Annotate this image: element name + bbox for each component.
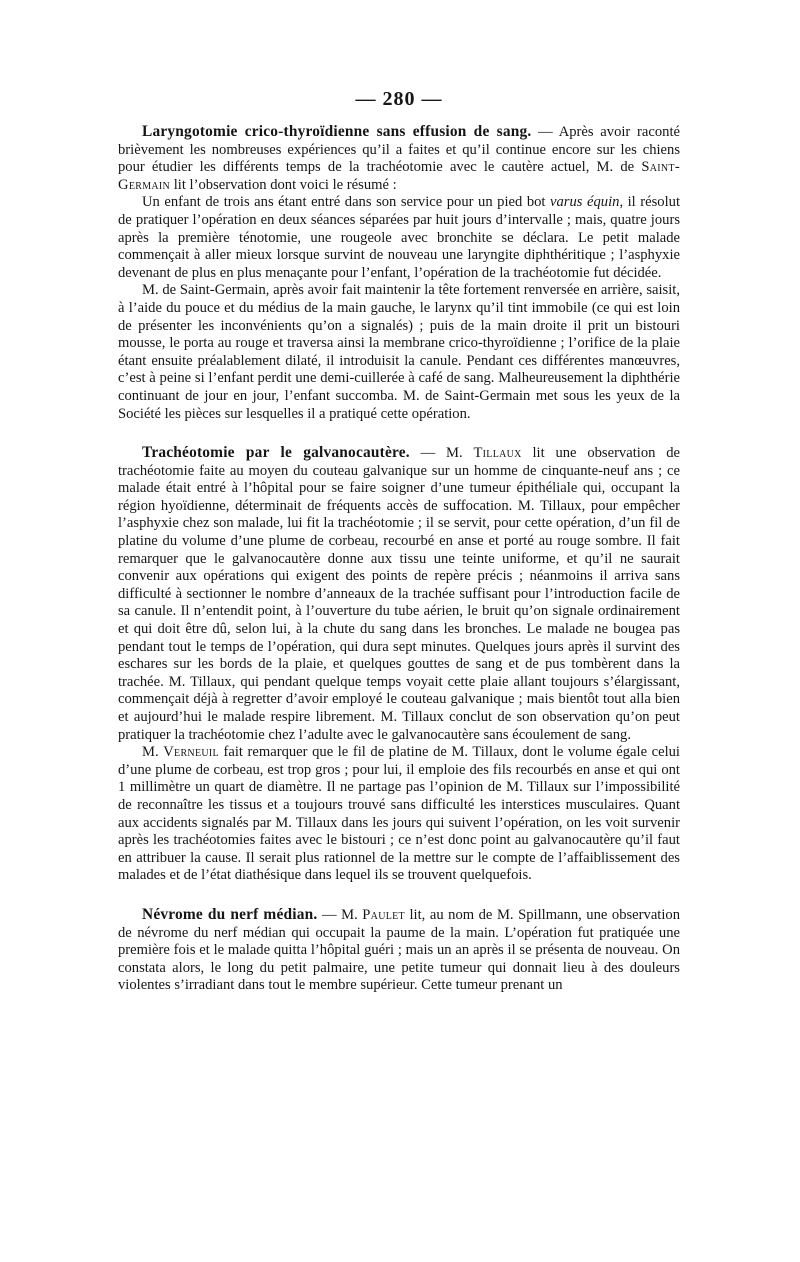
paragraph <box>118 194 680 282</box>
section-title: Laryngotomie crico-thyroïdienne sans effusion de sang. <box>142 123 532 140</box>
body-text: M. <box>142 744 164 761</box>
body-text: Un enfant de trois ans étant entré dans son service pour un pied bot <box>142 194 551 211</box>
page-number: — 280 — <box>355 88 443 110</box>
body-text: , il résolut de pratiquer l’opération en deux séances séparées par huit jours d’intervalle ; mais, quatre jours après la première ténotomie, une rougeole avec bronchite se déclara. Le petit malade commençait à aller mieux lorsque survint de nouveau une laryngite diphthéritique ; l’asphyxie devenant de plus en plus menaçante pour l’enfant, l’opération de la trachéotomie fut décidée. <box>118 194 680 281</box>
paragraph <box>118 906 680 995</box>
author-name: Paulet <box>362 906 405 923</box>
section-title: Névrome du nerf médian. <box>142 905 318 923</box>
article-body <box>118 123 680 995</box>
section <box>118 906 680 995</box>
body-text: — M. <box>317 906 363 923</box>
body-text: fait remarquer que le fil de platine de M. Tillaux, dont le volume égale celui d’une plume de corbeau, est trop gros ; pour lui, il emploie des fils recourbés en anse et qui ont 1 millimètre un quart de diamètre. Il ne partage pas l’opinion de M. Tillaux sur l’impossibilité de reconnaître les tissus et a toujours trouvé sans difficulté les interstices musculaires. Quant aux accidents signalés par M. Tillaux dans les jours qui suivent l’opération, on les voit survenir après les trachéotomies faites avec le bistouri ; ce n’est donc point au galvanocautère qu’il faut en attribuer la cause. Il serait plus rationnel de la mettre sur le compte de l’affaiblissement des malades et de l’état diathésique dans lequel ils se trouvent quelquefois. <box>118 744 680 884</box>
paragraph <box>118 444 680 744</box>
body-text: lit l’observation dont voici le résumé : <box>170 176 397 193</box>
paragraph <box>118 744 680 885</box>
emphasis-text: varus équin <box>550 194 620 211</box>
section-title: Trachéotomie par le galvanocautère. <box>142 444 410 462</box>
author-name: Saint-Germain <box>118 159 680 193</box>
body-text: lit une observation de trachéotomie faite au moyen du couteau galvanique sur un homme de cinquante-neuf ans ; ce malade était entré à l’hôpital pour se faire soigner d’une tumeur épithéliale qui, occupant la région hyoïdienne, déterminait de fréquents accès de suffocation. M. Tillaux, pour empêcher l’asphyxie chez son malade, lui fit la trachéotomie ; il se servit, pour cette opération, d’un fil de platine du volume d’une plume de corbeau, recourbé en anse et porté au rouge sombre. Il fait remarquer que le galvanocautère donne aux tissu une teinte uniforme, et qu’il ne saurait convenir aux opérations qui exigent des points de repère précis ; néanmoins il arriva sans difficulté à sectionner le nombre d’anneaux de la trachée suffisant pour l’introduction facile de sa canule. Il n’entendit point, à l’ouverture du tube aérien, le bruit qu’on signale ordinairement et qui doit être dû, selon lui, à la chute du sang dans les bronches. Le malade ne bougea pas pendant tout le temps de l’opération, qui dura sept minutes. Quelques jours après il survint des eschares sur les bords de la plaie, et quelques gouttes de sang et de pus tombèrent dans la trachée. M. Tillaux, qui pendant quelque temps voyait cette plaie allant toujours s’élargissant, commençait déjà à regretter d’avoir employé le couteau galvanique ; mais bientôt tout alla bien et aujourd’hui le malade respire librement. M. Tillaux conclut de son observation qu’on peut pratiquer la trachéotomie chez l’adulte avec le galvanocautère sans écoulement de sang. <box>118 445 680 743</box>
body-text: lit, au nom de M. Spillmann, une observation de névrome du nerf médian qui occupait la paume de la main. L’opération fut pratiquée une première fois et le malade quitta l’hôpital guéri ; mais un an après il se présenta de nouveau. On constata alors, le long du petit palmaire, une petite tumeur qui donnait lieu à des douleurs violentes s’irradiant dans tout le membre supérieur. Cette tumeur prenant un <box>118 906 680 994</box>
paragraph <box>118 282 680 423</box>
document-page <box>118 88 680 995</box>
section <box>118 444 680 885</box>
body-text: — Après avoir raconté brièvement les nombreuses expériences qu’il a faites et qu’il continue encore sur les chiens pour étudier les différents temps de la trachéotomie avec le cautère actuel, M. de <box>118 124 680 176</box>
paragraph <box>118 123 680 194</box>
author-name: Verneuil <box>163 744 219 761</box>
author-name: Tillaux <box>473 445 522 462</box>
body-text: M. de Saint-Germain, après avoir fait maintenir la tête fortement renversée en arrière, saisit, à l’aide du pouce et du médius de la main gauche, le larynx qu’il tint immobile (ce qui est loin de présenter les inconvénients qu’on a signalés) ; puis de la main droite il prit un bistouri mousse, le porta au rouge et traversa ainsi la membrane crico-thyroïdienne ; l’orifice de la plaie étant ensuite préalablement dilaté, il introduisit la canule. Pendant ces différentes manœuvres, c’est à peine si l’enfant perdit une demi-cuillerée à café de sang. Malheureusement la diphthérie continuant de jour en jour, l’enfant succomba. M. de Saint-Germain met sous les yeux de la Société les pièces sur lesquelles il a pratiqué cette opération. <box>118 282 680 422</box>
section <box>118 123 680 423</box>
body-text: — M. <box>409 445 474 462</box>
